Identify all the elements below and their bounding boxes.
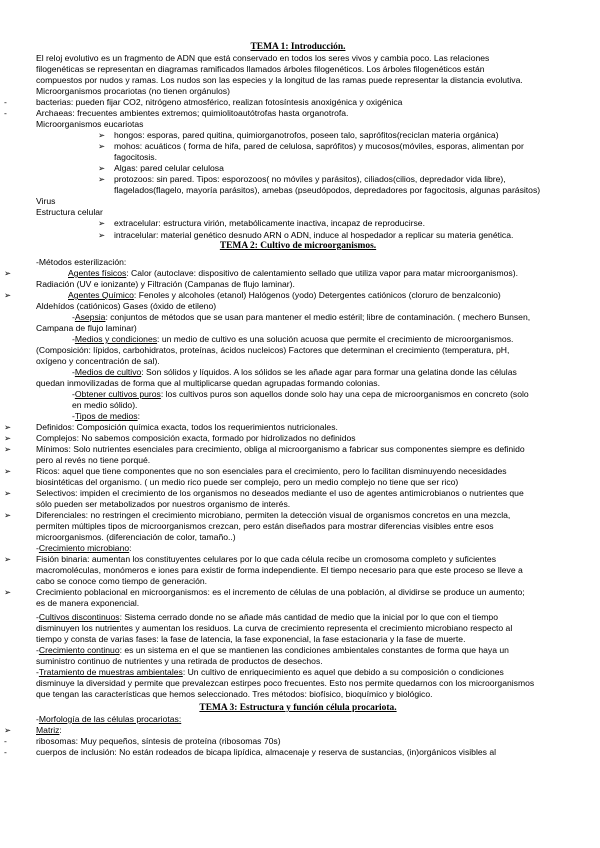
paragraph-line: -Tratamiento de muestras ambientales: Un cultivo de enriquecimiento es aquel que debido a su composición o condiciones	[36, 667, 504, 677]
paragraph-line: Microorganismos eucariotas	[36, 119, 144, 129]
list-item: Mínimos: Solo nutrientes esenciales para crecimiento, obliga al microorganismo a fabricar sus componentes siempre es definido	[36, 444, 525, 454]
arrow-bullet-icon: ➢	[4, 510, 12, 520]
list-item: Ricos: aquel que tiene componentes que no son esenciales para el crecimiento, pero lo facilitan disminuyendo necesidades	[36, 466, 507, 476]
heading-tema-2: TEMA 2: Cultivo de microorganismos.	[219, 241, 377, 251]
list-item-continued: pero al revés no tiene porqué.	[36, 455, 151, 465]
list-item: Agentes Químico: Fenoles y alcoholes (etanol) Halógenos (yodo) Detergentes catiónicos (cloruro de benzalconio)	[68, 290, 501, 300]
paragraph-line: El reloj evolutivo es un fragmento de ADN que está conservado en todos los seres vivos y cambia poco. Las relaciones	[36, 53, 490, 63]
dash-bullet: -	[4, 108, 7, 118]
list-item-continued: permiten múltiples tipos de microorganismos crezcan, pero están diseñados para mostrar diferencias visibles entre esos	[36, 521, 494, 531]
paragraph-line: -Tipos de medios:	[72, 411, 140, 421]
paragraph-line: -Medios y condiciones: un medio de cultivo es una solución acuosa que permite el crecimiento de microorganismos.	[72, 334, 514, 344]
arrow-bullet-icon: ➢	[4, 422, 12, 432]
paragraph-line: -Medios de cultivo: Son sólidos y líquidos. A los sólidos se les añade agar para formar una gelatina donde las células	[72, 367, 517, 377]
list-item-continued: flagelados(flagelo, mayoría parásitos), amebas (pseudópodos, depredadores por fagocitosis, algunas parásitos)	[114, 185, 541, 195]
heading-tema-3: TEMA 3: Estructura y función célula procariota.	[199, 703, 397, 713]
paragraph-line: (Composición: lípidos, carbohidratos, proteínas, ácidos nucleicos) Factores que determinan el crecimiento (temperatura, pH,	[36, 345, 510, 355]
arrow-bullet-icon: ➢	[4, 488, 12, 498]
arrow-bullet-icon: ➢	[4, 444, 12, 454]
list-item: Algas: pared celular celulosa	[114, 163, 224, 173]
paragraph-line: Microorganismos procariotas (no tienen orgánulos)	[36, 86, 230, 96]
paragraph-line: suministro continuo de nutrientes y una retirada de productos de desechos.	[36, 656, 323, 666]
paragraph-line: oxígeno y concentración de sal).	[36, 356, 160, 366]
arrow-bullet-icon: ➢	[98, 218, 106, 228]
arrow-bullet-icon: ➢	[98, 141, 106, 151]
list-item: Definidos: Composición química exacta, todos los requerimientos nutricionales.	[36, 422, 338, 432]
paragraph-line: -Crecimiento continuo: es un sistema en el que se mantienen las condiciones ambientales constantes de forma que haya un	[36, 645, 509, 655]
dash-bullet: -	[4, 97, 7, 107]
list-item: Fisión binaria: aumentan los constituyentes celulares por lo que cada célula recibe un cromosoma completo y suficientes	[36, 554, 497, 564]
list-item: intracelular: material genético desnudo ARN o ADN, induce al hospedador a replicar su materia genética.	[114, 230, 514, 240]
arrow-bullet-icon: ➢	[4, 466, 12, 476]
paragraph-line: quedan inmovilizadas de forma que al multiplicarse quedan agrupadas formando colonias.	[36, 378, 380, 388]
paragraph-line: -Obtener cultivos puros: los cultivos puros son aquellos donde solo hay una cepa de microorganismos en concreto (solo	[72, 389, 529, 399]
list-item: Crecimiento poblacional en microorganismos: es el incremento de células de una población, al dividirse se produce un aumento;	[36, 587, 525, 597]
arrow-bullet-icon: ➢	[4, 268, 12, 278]
list-item-continued: fagocitosis.	[114, 152, 157, 162]
list-item: Matriz:	[36, 725, 62, 735]
list-item: bacterias: pueden fijar CO2, nitrógeno atmosférico, realizan fotosíntesis anoxigénica y oxigénica	[36, 97, 403, 107]
paragraph-line: Campana de flujo laminar)	[36, 323, 137, 333]
arrow-bullet-icon: ➢	[4, 587, 12, 597]
paragraph-line: -Crecimiento microbiano:	[36, 543, 132, 553]
list-item-continued: macromoléculas, monómeros e iones para existir de forma independiente. El tiempo necesario para que este proceso se lleve a	[36, 565, 523, 575]
list-item: Archaeas: frecuentes ambientes extremos; quimiolitoautótrofas hasta organotrofa.	[36, 108, 349, 118]
list-item-continued: biosintéticas del organismo. ( un medio rico puede ser complejo, pero un medio complejo no tiene que ser rico)	[36, 477, 459, 487]
paragraph-line: Estructura celular	[36, 207, 103, 217]
arrow-bullet-icon: ➢	[98, 163, 106, 173]
arrow-bullet-icon: ➢	[98, 174, 106, 184]
arrow-bullet-icon: ➢	[4, 725, 12, 735]
list-item-continued: cabo se conoce como tiempo de generación.	[36, 576, 208, 586]
paragraph-line: que tengan las características que hemos seleccionado. Tres métodos: biofísico, bioquímico y biológico.	[36, 689, 433, 699]
paragraph-line: -Métodos esterilización:	[36, 257, 127, 267]
list-item: ribosomas: Muy pequeños, síntesis de proteína (ribosomas 70s)	[36, 736, 281, 746]
list-item-continued: Radiación (UV e ionizante) y Filtración (Campanas de flujo laminar).	[36, 279, 295, 289]
list-item: Diferenciales: no restringen el crecimiento microbiano, permiten la detección visual de organismos concretos en una mezcla,	[36, 510, 511, 520]
paragraph-line: -Cultivos discontinuos: Sistema cerrado donde no se añade más cantidad de medio que la inicial por lo que con el tiempo	[36, 612, 498, 622]
list-item: Selectivos: impiden el crecimiento de los organismos no deseados mediante el uso de agentes antimicrobianos o nutrientes que	[36, 488, 524, 498]
dash-bullet: -	[4, 736, 7, 746]
arrow-bullet-icon: ➢	[4, 433, 12, 443]
paragraph-line: disminuye la diversidad y permite que prevalezcan estirpes poco frecuentes. Esto nos permite quedarnos con los microorganismos	[36, 678, 535, 688]
paragraph-line: compuestos por nudos y ramas. Los nudos son las especies y la longitud de las ramas puede representar la distancia evolutiva.	[36, 75, 523, 85]
paragraph-line: disminuyen los nutrientes y aumentan los residuos. La curva de crecimiento representa el crecimiento microbiano respecto al	[36, 623, 513, 633]
arrow-bullet-icon: ➢	[4, 554, 12, 564]
list-item: mohos: acuáticos ( forma de hifa, pared de celulosa, saprófitos) y mucosos(móviles, esporas, alimentan por	[114, 141, 524, 151]
paragraph-line: filogenéticas se representan en diagramas ramificados llamados árboles filogenéticos. Los árboles filogenéticos están	[36, 64, 485, 74]
list-item: protozoos: sin pared. Tipos: esporozoos( no móviles y parásitos), ciliados(cilios, depredador vida libre),	[114, 174, 506, 184]
list-item: Agentes físicos: Calor (autoclave: dispositivo de calentamiento sellado que utiliza vapor para matar microorganismos).	[68, 268, 518, 278]
arrow-bullet-icon: ➢	[98, 230, 106, 240]
paragraph-line: -Morfología de las células procariotas:	[36, 714, 182, 724]
list-item-continued: microorganismos. (diferenciación de color, tamaño..)	[36, 532, 236, 542]
list-item: hongos: esporas, pared quitina, quimiorganotrofos, poseen talo, saprófitos(reciclan materia orgánica)	[114, 130, 499, 140]
list-item-continued: Aldehídos (catiónicos) Gases (óxido de etileno)	[36, 301, 217, 311]
list-item-continued: sólo pueden ser metabolizados por nuestros organismo de interés.	[36, 499, 291, 509]
paragraph-line: -Asepsia: conjuntos de métodos que se usan para mantener el medio estéril; libre de contaminación. ( mechero Bunsen,	[72, 312, 531, 322]
list-item: Complejos: No sabemos composición exacta, formado por hidrolizados no definidos	[36, 433, 356, 443]
paragraph-line: en medio sólido).	[72, 400, 138, 410]
heading-tema-1: TEMA 1: Introducción.	[250, 42, 346, 52]
list-item: extracelular: estructura virión, metabólicamente inactiva, incapaz de reproducirse.	[114, 218, 425, 228]
arrow-bullet-icon: ➢	[4, 290, 12, 300]
list-item: cuerpos de inclusión: No están rodeados de bicapa lipídica, almacenaje y reserva de sustancias, (in)orgánicos visibles al	[36, 747, 497, 757]
dash-bullet: -	[4, 747, 7, 757]
paragraph-line: tiempo y consta de varias fases: la fase de latencia, la fase exponencial, la fase estacionaria y la fase de muerte.	[36, 634, 466, 644]
list-item-continued: es de manera exponencial.	[36, 598, 140, 608]
arrow-bullet-icon: ➢	[98, 130, 106, 140]
paragraph-line: Virus	[36, 196, 56, 206]
